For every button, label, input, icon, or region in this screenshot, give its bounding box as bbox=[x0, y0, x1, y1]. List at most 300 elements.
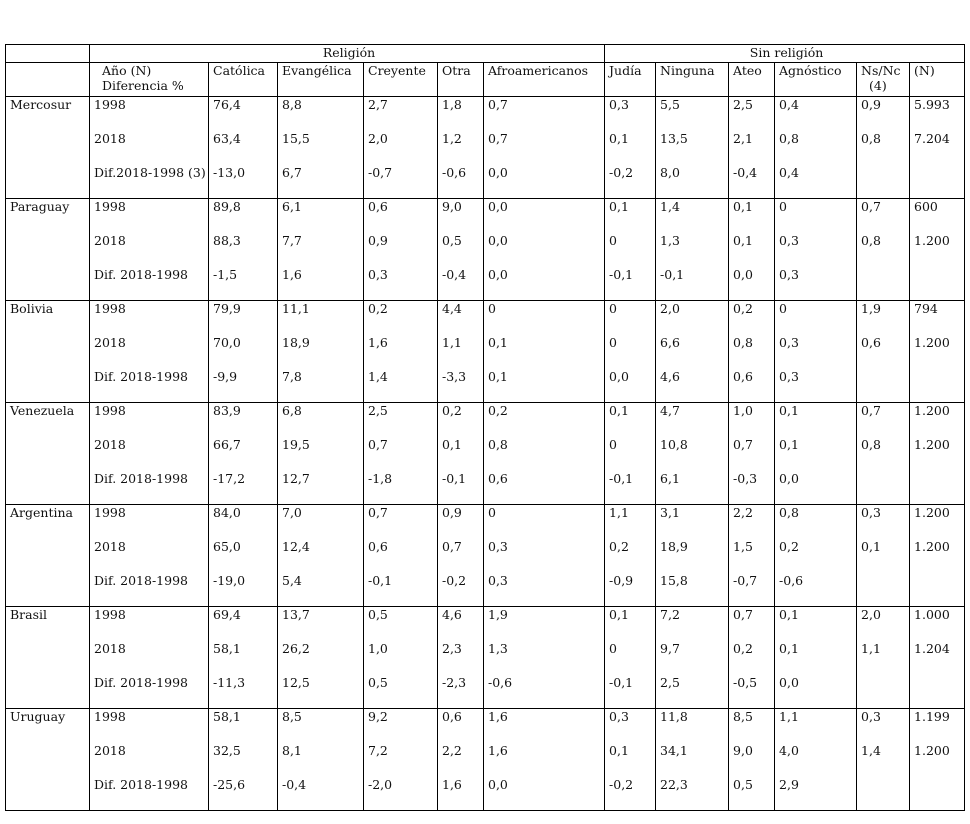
ninguna-cell bbox=[656, 505, 729, 607]
agnostico-value: 0,4 bbox=[779, 165, 799, 180]
nsnc-value: 0,8 bbox=[861, 233, 881, 248]
table-row bbox=[6, 301, 965, 403]
catolica-value: 84,0 bbox=[213, 505, 241, 520]
year-cell bbox=[90, 709, 209, 811]
afroamericanos-value: 0,6 bbox=[488, 471, 508, 486]
ateo-value: 0,7 bbox=[733, 437, 753, 452]
otra-value: 0,1 bbox=[442, 437, 462, 452]
nsnc-cell bbox=[857, 607, 910, 709]
afroamericanos-value: 0,0 bbox=[488, 777, 508, 792]
table-row bbox=[6, 607, 965, 709]
ninguna-value: 3,1 bbox=[660, 505, 680, 520]
ninguna-cell bbox=[656, 301, 729, 403]
n-value: 1.200 bbox=[914, 335, 950, 350]
header-creyente: Creyente bbox=[364, 63, 438, 97]
n-cell bbox=[910, 709, 965, 811]
nsnc-cell bbox=[857, 301, 910, 403]
ateo-value: -0,7 bbox=[733, 573, 758, 588]
year-value: 1998 bbox=[94, 403, 126, 418]
year-cell bbox=[90, 505, 209, 607]
judia-value: 0 bbox=[609, 301, 617, 316]
otra-cell bbox=[438, 97, 484, 199]
evangelica-value: 8,5 bbox=[282, 709, 302, 724]
catolica-value: 70,0 bbox=[213, 335, 241, 350]
ateo-value: 0,6 bbox=[733, 369, 753, 384]
otra-value: 1,1 bbox=[442, 335, 462, 350]
agnostico-value: 0,1 bbox=[779, 641, 799, 656]
creyente-value: 1,4 bbox=[368, 369, 388, 384]
afroamericanos-value: 0 bbox=[488, 301, 496, 316]
n-empty bbox=[914, 573, 964, 606]
creyente-value: 2,0 bbox=[368, 131, 388, 146]
n-empty bbox=[914, 165, 964, 198]
ninguna-value: -0,1 bbox=[660, 267, 685, 282]
judia-value: -0,1 bbox=[609, 267, 634, 282]
year-cell bbox=[90, 607, 209, 709]
nsnc-empty bbox=[861, 471, 909, 504]
year-cell bbox=[90, 301, 209, 403]
year-value: 2018 bbox=[94, 539, 126, 554]
otra-value: 0,6 bbox=[442, 709, 462, 724]
otra-value: 9,0 bbox=[442, 199, 462, 214]
country-cell: Paraguay bbox=[6, 199, 90, 301]
catolica-value: 76,4 bbox=[213, 97, 241, 112]
creyente-cell bbox=[364, 505, 438, 607]
afroamericanos-cell bbox=[484, 505, 605, 607]
agnostico-value: 4,0 bbox=[779, 743, 799, 758]
evangelica-value: 12,5 bbox=[282, 675, 310, 690]
ateo-value: -0,4 bbox=[733, 165, 758, 180]
afroamericanos-cell bbox=[484, 607, 605, 709]
catolica-value: -17,2 bbox=[213, 471, 246, 486]
nsnc-value: 1,4 bbox=[861, 743, 881, 758]
n-empty bbox=[914, 267, 964, 300]
header-corner bbox=[6, 45, 90, 63]
ateo-value: 9,0 bbox=[733, 743, 753, 758]
nsnc-value: 0,3 bbox=[861, 505, 881, 520]
year-value: 1998 bbox=[94, 301, 126, 316]
ninguna-value: 7,2 bbox=[660, 607, 680, 622]
catolica-cell bbox=[209, 97, 278, 199]
religion-table bbox=[5, 44, 965, 811]
agnostico-value: 0 bbox=[779, 199, 787, 214]
agnostico-value: 0,1 bbox=[779, 437, 799, 452]
ateo-value: -0,5 bbox=[733, 675, 758, 690]
afroamericanos-value: 0,1 bbox=[488, 369, 508, 384]
catolica-cell bbox=[209, 403, 278, 505]
header-judia: Judía bbox=[605, 63, 656, 97]
header-year bbox=[90, 63, 209, 97]
nsnc-cell bbox=[857, 97, 910, 199]
n-cell bbox=[910, 505, 965, 607]
otra-value: 1,6 bbox=[442, 777, 462, 792]
evangelica-cell bbox=[278, 505, 364, 607]
ninguna-value: 10,8 bbox=[660, 437, 688, 452]
agnostico-value: 0,0 bbox=[779, 471, 799, 486]
creyente-cell bbox=[364, 607, 438, 709]
n-value: 1.199 bbox=[914, 709, 950, 724]
ninguna-value: 11,8 bbox=[660, 709, 688, 724]
otra-cell bbox=[438, 607, 484, 709]
creyente-cell bbox=[364, 301, 438, 403]
creyente-cell bbox=[364, 97, 438, 199]
table-row bbox=[6, 505, 965, 607]
agnostico-cell bbox=[775, 301, 857, 403]
agnostico-value: 2,9 bbox=[779, 777, 799, 792]
ateo-value: 0,1 bbox=[733, 199, 753, 214]
nsnc-cell bbox=[857, 709, 910, 811]
judia-cell bbox=[605, 607, 656, 709]
evangelica-value: -0,4 bbox=[282, 777, 307, 792]
creyente-value: -0,1 bbox=[368, 573, 393, 588]
nsnc-value: 2,0 bbox=[861, 607, 881, 622]
n-value: 5.993 bbox=[914, 97, 950, 112]
afroamericanos-value: 0,7 bbox=[488, 131, 508, 146]
afroamericanos-value: 0,2 bbox=[488, 403, 508, 418]
ninguna-value: 6,1 bbox=[660, 471, 680, 486]
creyente-value: 0,6 bbox=[368, 539, 388, 554]
creyente-value: 0,7 bbox=[368, 505, 388, 520]
judia-value: 0 bbox=[609, 335, 617, 350]
afroamericanos-cell bbox=[484, 709, 605, 811]
year-value: 1998 bbox=[94, 97, 126, 112]
evangelica-value: 7,8 bbox=[282, 369, 302, 384]
judia-value: -0,2 bbox=[609, 777, 634, 792]
year-value: 2018 bbox=[94, 437, 126, 452]
agnostico-value: 0,8 bbox=[779, 131, 799, 146]
agnostico-cell bbox=[775, 709, 857, 811]
otra-cell bbox=[438, 505, 484, 607]
judia-value: 0 bbox=[609, 437, 617, 452]
ateo-value: 0,2 bbox=[733, 641, 753, 656]
ninguna-cell bbox=[656, 709, 729, 811]
ninguna-value: 9,7 bbox=[660, 641, 680, 656]
nsnc-cell bbox=[857, 505, 910, 607]
catolica-value: -1,5 bbox=[213, 267, 238, 282]
afroamericanos-value: 0,0 bbox=[488, 199, 508, 214]
ninguna-value: 8,0 bbox=[660, 165, 680, 180]
catolica-cell bbox=[209, 301, 278, 403]
ateo-cell bbox=[729, 199, 775, 301]
ateo-value: -0,3 bbox=[733, 471, 758, 486]
n-cell bbox=[910, 607, 965, 709]
evangelica-cell bbox=[278, 97, 364, 199]
nsnc-value: 0,7 bbox=[861, 403, 881, 418]
evangelica-value: 18,9 bbox=[282, 335, 310, 350]
nsnc-cell bbox=[857, 403, 910, 505]
creyente-cell bbox=[364, 199, 438, 301]
n-empty bbox=[914, 675, 964, 708]
creyente-value: 0,3 bbox=[368, 267, 388, 282]
judia-cell bbox=[605, 301, 656, 403]
n-value: 1.204 bbox=[914, 641, 950, 656]
year-value: 1998 bbox=[94, 199, 126, 214]
nsnc-value: 0,7 bbox=[861, 199, 881, 214]
ateo-value: 2,2 bbox=[733, 505, 753, 520]
otra-cell bbox=[438, 301, 484, 403]
agnostico-cell bbox=[775, 505, 857, 607]
creyente-value: 0,2 bbox=[368, 301, 388, 316]
agnostico-value: 1,1 bbox=[779, 709, 799, 724]
evangelica-value: 11,1 bbox=[282, 301, 310, 316]
n-value: 1.200 bbox=[914, 437, 950, 452]
ninguna-value: 22,3 bbox=[660, 777, 688, 792]
country-cell: Uruguay bbox=[6, 709, 90, 811]
ninguna-value: 2,0 bbox=[660, 301, 680, 316]
catolica-value: 65,0 bbox=[213, 539, 241, 554]
n-value: 1.000 bbox=[914, 607, 950, 622]
ninguna-value: 4,7 bbox=[660, 403, 680, 418]
afroamericanos-value: -0,6 bbox=[488, 675, 513, 690]
afroamericanos-value: 0,3 bbox=[488, 573, 508, 588]
year-value: Dif. 2018-1998 bbox=[94, 369, 188, 384]
year-value: 2018 bbox=[94, 131, 126, 146]
nsnc-empty bbox=[861, 165, 909, 198]
year-value: 1998 bbox=[94, 505, 126, 520]
table-row bbox=[6, 97, 965, 199]
year-label: Año (N) bbox=[102, 63, 152, 78]
catolica-value: 79,9 bbox=[213, 301, 241, 316]
creyente-value: -0,7 bbox=[368, 165, 393, 180]
year-cell bbox=[90, 97, 209, 199]
year-value: Dif. 2018-1998 bbox=[94, 267, 188, 282]
header-row-columns bbox=[6, 63, 965, 97]
otra-value: 0,5 bbox=[442, 233, 462, 248]
creyente-value: -1,8 bbox=[368, 471, 393, 486]
judia-value: 0,2 bbox=[609, 539, 629, 554]
ateo-cell bbox=[729, 607, 775, 709]
header-agnostico: Agnóstico bbox=[775, 63, 857, 97]
otra-value: -0,4 bbox=[442, 267, 467, 282]
nsnc-empty bbox=[861, 573, 909, 606]
catolica-value: 89,8 bbox=[213, 199, 241, 214]
agnostico-value: 0,3 bbox=[779, 369, 799, 384]
evangelica-value: 8,1 bbox=[282, 743, 302, 758]
nsnc-empty bbox=[861, 369, 909, 402]
n-value: 7.204 bbox=[914, 131, 950, 146]
country-cell: Brasil bbox=[6, 607, 90, 709]
country-cell: Bolivia bbox=[6, 301, 90, 403]
header-ateo: Ateo bbox=[729, 63, 775, 97]
header-afroamericanos: Afroamericanos bbox=[484, 63, 605, 97]
ninguna-cell bbox=[656, 97, 729, 199]
catolica-cell bbox=[209, 505, 278, 607]
ninguna-value: 4,6 bbox=[660, 369, 680, 384]
otra-cell bbox=[438, 709, 484, 811]
otra-value: 2,3 bbox=[442, 641, 462, 656]
year-value: 2018 bbox=[94, 743, 126, 758]
otra-value: 4,4 bbox=[442, 301, 462, 316]
creyente-cell bbox=[364, 709, 438, 811]
creyente-value: 0,5 bbox=[368, 607, 388, 622]
judia-cell bbox=[605, 199, 656, 301]
judia-value: 0,1 bbox=[609, 199, 629, 214]
afroamericanos-value: 0,3 bbox=[488, 539, 508, 554]
country-cell: Mercosur bbox=[6, 97, 90, 199]
ateo-value: 0,2 bbox=[733, 301, 753, 316]
catolica-value: -11,3 bbox=[213, 675, 246, 690]
year-value: 2018 bbox=[94, 233, 126, 248]
ateo-value: 0,1 bbox=[733, 233, 753, 248]
header-n: (N) bbox=[910, 63, 965, 97]
catolica-value: 63,4 bbox=[213, 131, 241, 146]
afroamericanos-cell bbox=[484, 199, 605, 301]
n-cell bbox=[910, 403, 965, 505]
evangelica-value: 19,5 bbox=[282, 437, 310, 452]
nsnc-value: 0,3 bbox=[861, 709, 881, 724]
table-row bbox=[6, 199, 965, 301]
otra-value: 0,7 bbox=[442, 539, 462, 554]
evangelica-value: 7,7 bbox=[282, 233, 302, 248]
catolica-value: -13,0 bbox=[213, 165, 246, 180]
year-value: Dif. 2018-1998 bbox=[94, 777, 188, 792]
afroamericanos-value: 0 bbox=[488, 505, 496, 520]
ninguna-value: 18,9 bbox=[660, 539, 688, 554]
otra-value: -0,1 bbox=[442, 471, 467, 486]
ateo-value: 0,7 bbox=[733, 607, 753, 622]
judia-value: 0,1 bbox=[609, 743, 629, 758]
catolica-cell bbox=[209, 199, 278, 301]
otra-cell bbox=[438, 403, 484, 505]
evangelica-value: 12,4 bbox=[282, 539, 310, 554]
agnostico-value: 0,3 bbox=[779, 233, 799, 248]
evangelica-value: 6,1 bbox=[282, 199, 302, 214]
n-cell bbox=[910, 199, 965, 301]
catolica-cell bbox=[209, 709, 278, 811]
nsnc-empty bbox=[861, 267, 909, 300]
creyente-cell bbox=[364, 403, 438, 505]
afroamericanos-value: 0,8 bbox=[488, 437, 508, 452]
ateo-value: 0,5 bbox=[733, 777, 753, 792]
n-cell bbox=[910, 97, 965, 199]
n-value: 1.200 bbox=[914, 539, 950, 554]
creyente-value: 9,2 bbox=[368, 709, 388, 724]
n-empty bbox=[914, 369, 964, 402]
judia-value: -0,1 bbox=[609, 471, 634, 486]
ninguna-cell bbox=[656, 607, 729, 709]
ateo-value: 1,0 bbox=[733, 403, 753, 418]
evangelica-value: 7,0 bbox=[282, 505, 302, 520]
catolica-value: -25,6 bbox=[213, 777, 246, 792]
afroamericanos-cell bbox=[484, 403, 605, 505]
ninguna-value: 34,1 bbox=[660, 743, 688, 758]
n-empty bbox=[914, 471, 964, 504]
ateo-value: 0,8 bbox=[733, 335, 753, 350]
catolica-value: 69,4 bbox=[213, 607, 241, 622]
nsnc-cell bbox=[857, 199, 910, 301]
creyente-value: 0,6 bbox=[368, 199, 388, 214]
judia-value: 1,1 bbox=[609, 505, 629, 520]
judia-cell bbox=[605, 505, 656, 607]
nsnc-value: 1,1 bbox=[861, 641, 881, 656]
evangelica-value: 6,8 bbox=[282, 403, 302, 418]
afroamericanos-value: 1,6 bbox=[488, 709, 508, 724]
afroamericanos-value: 1,3 bbox=[488, 641, 508, 656]
creyente-value: 1,6 bbox=[368, 335, 388, 350]
evangelica-cell bbox=[278, 403, 364, 505]
nsnc-note: (4) bbox=[869, 78, 887, 93]
judia-value: -0,2 bbox=[609, 165, 634, 180]
evangelica-cell bbox=[278, 301, 364, 403]
creyente-value: 0,7 bbox=[368, 437, 388, 452]
country-cell: Venezuela bbox=[6, 403, 90, 505]
creyente-value: 0,5 bbox=[368, 675, 388, 690]
evangelica-value: 12,7 bbox=[282, 471, 310, 486]
nsnc-value: 0,1 bbox=[861, 539, 881, 554]
agnostico-value: 0 bbox=[779, 301, 787, 316]
afroamericanos-cell bbox=[484, 301, 605, 403]
ateo-cell bbox=[729, 97, 775, 199]
n-value: 1.200 bbox=[914, 233, 950, 248]
year-cell bbox=[90, 199, 209, 301]
catolica-value: 58,1 bbox=[213, 709, 241, 724]
agnostico-value: 0,0 bbox=[779, 675, 799, 690]
judia-cell bbox=[605, 97, 656, 199]
catolica-value: -19,0 bbox=[213, 573, 246, 588]
nsnc-value: 0,6 bbox=[861, 335, 881, 350]
agnostico-value: 0,2 bbox=[779, 539, 799, 554]
ateo-cell bbox=[729, 709, 775, 811]
ateo-value: 0,0 bbox=[733, 267, 753, 282]
agnostico-cell bbox=[775, 97, 857, 199]
otra-value: -0,2 bbox=[442, 573, 467, 588]
judia-value: 0,1 bbox=[609, 131, 629, 146]
judia-cell bbox=[605, 403, 656, 505]
nsnc-empty bbox=[861, 777, 909, 810]
creyente-value: 2,5 bbox=[368, 403, 388, 418]
ninguna-value: 6,6 bbox=[660, 335, 680, 350]
evangelica-cell bbox=[278, 709, 364, 811]
creyente-value: 7,2 bbox=[368, 743, 388, 758]
religion-group-header: Religión bbox=[90, 45, 605, 63]
evangelica-value: 15,5 bbox=[282, 131, 310, 146]
agnostico-value: 0,8 bbox=[779, 505, 799, 520]
nsnc-value: 1,9 bbox=[861, 301, 881, 316]
n-value: 600 bbox=[914, 199, 938, 214]
evangelica-cell bbox=[278, 199, 364, 301]
catolica-value: 32,5 bbox=[213, 743, 241, 758]
year-value: 2018 bbox=[94, 641, 126, 656]
afroamericanos-value: 0,1 bbox=[488, 335, 508, 350]
agnostico-value: 0,1 bbox=[779, 403, 799, 418]
judia-value: 0,3 bbox=[609, 97, 629, 112]
ateo-cell bbox=[729, 301, 775, 403]
nsnc-value: 0,9 bbox=[861, 97, 881, 112]
header-row-groups bbox=[6, 45, 965, 63]
evangelica-value: 1,6 bbox=[282, 267, 302, 282]
otra-value: -0,6 bbox=[442, 165, 467, 180]
nsnc-value: 0,8 bbox=[861, 437, 881, 452]
header-otra: Otra bbox=[438, 63, 484, 97]
agnostico-cell bbox=[775, 403, 857, 505]
creyente-value: 2,7 bbox=[368, 97, 388, 112]
afroamericanos-value: 0,0 bbox=[488, 267, 508, 282]
ateo-value: 1,5 bbox=[733, 539, 753, 554]
n-empty bbox=[914, 777, 964, 810]
year-value: Dif. 2018-1998 bbox=[94, 471, 188, 486]
evangelica-value: 26,2 bbox=[282, 641, 310, 656]
afroamericanos-cell bbox=[484, 97, 605, 199]
judia-value: 0 bbox=[609, 233, 617, 248]
n-value: 1.200 bbox=[914, 743, 950, 758]
otra-value: -3,3 bbox=[442, 369, 467, 384]
n-value: 1.200 bbox=[914, 505, 950, 520]
judia-cell bbox=[605, 709, 656, 811]
judia-value: 0,0 bbox=[609, 369, 629, 384]
judia-value: -0,1 bbox=[609, 675, 634, 690]
agnostico-cell bbox=[775, 607, 857, 709]
year-value: 1998 bbox=[94, 709, 126, 724]
